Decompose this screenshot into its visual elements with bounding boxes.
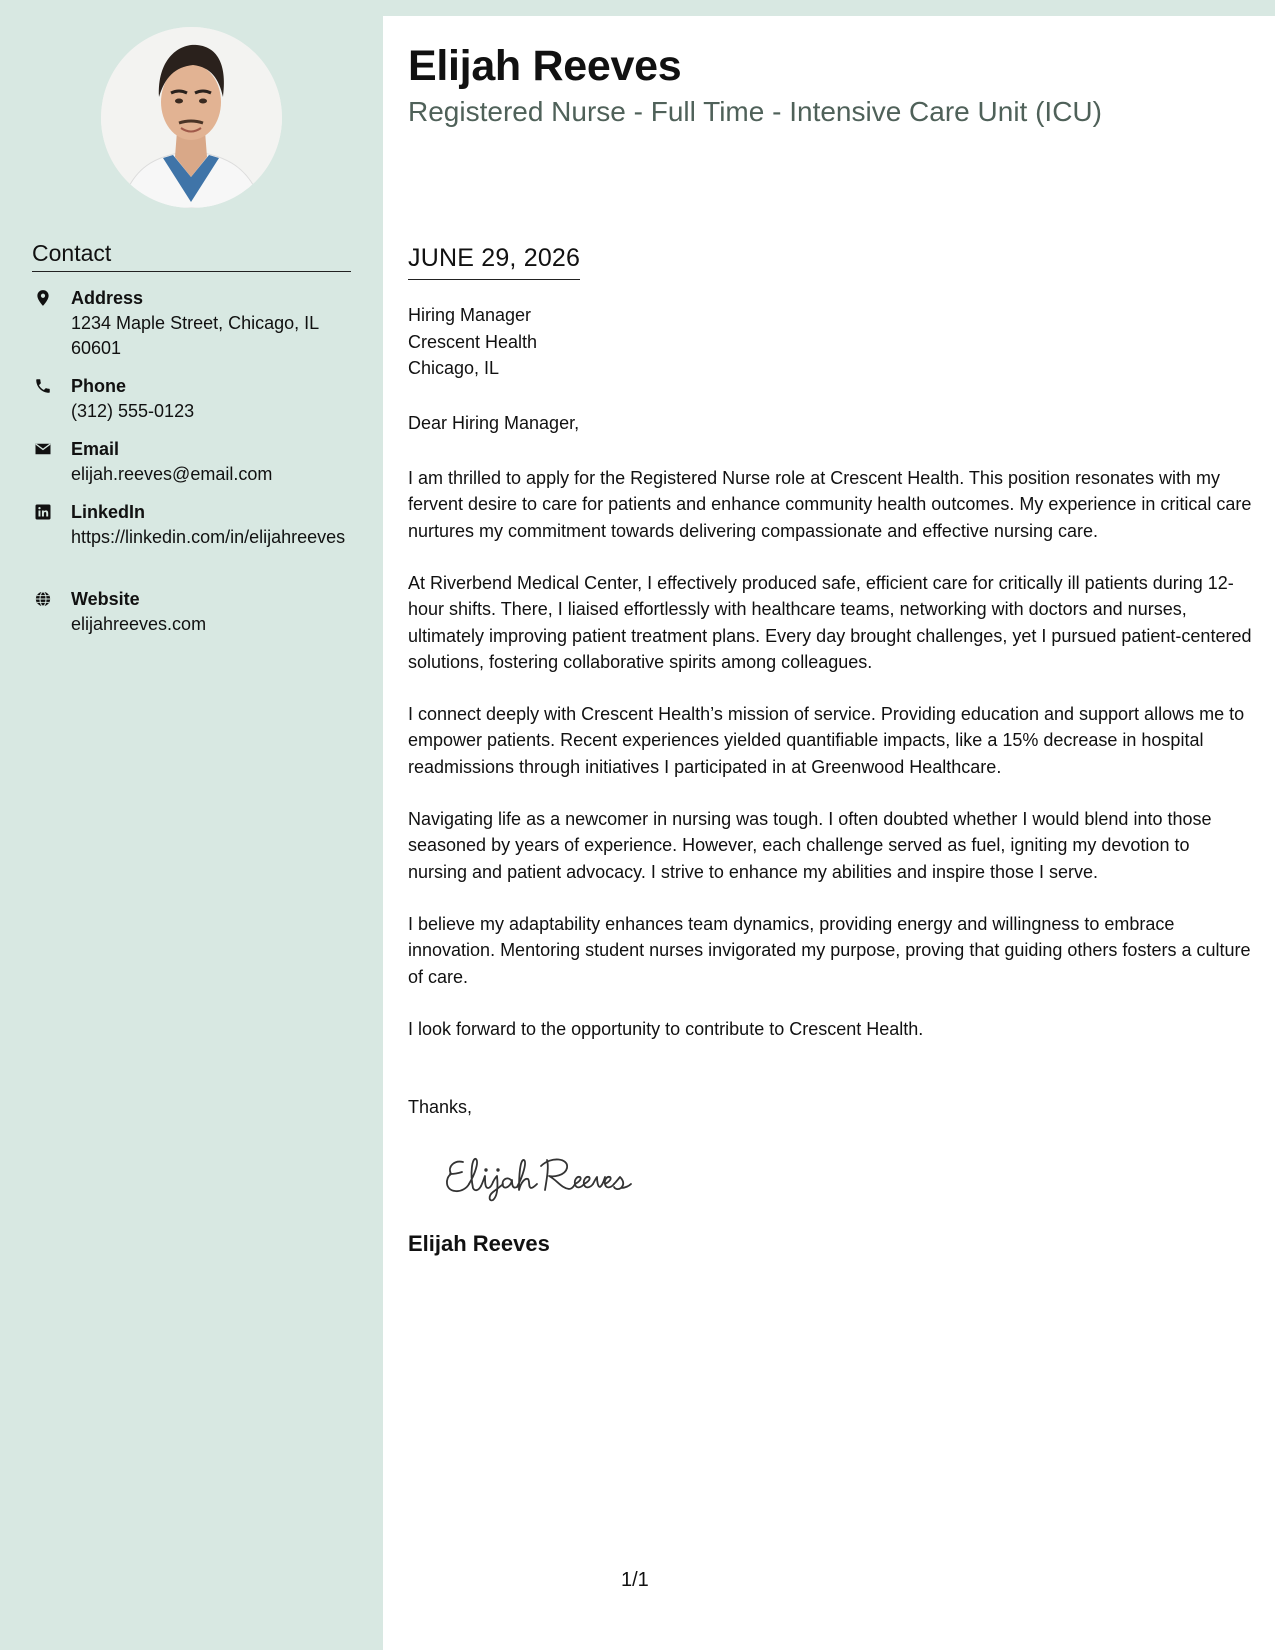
contact-value[interactable]: https://linkedin.com/in/elijahreeves: [71, 527, 346, 547]
recipient-line: Crescent Health: [408, 331, 538, 352]
letter-paragraph: Navigating life as a newcomer in nursing was tough. I often doubted whether I would blend into those seasoned by years of experience. However, each challenge served as fuel, igniting my devotion to nursing and patient advocacy. I strive to enhance my abilities and inspire those I serve.: [408, 809, 1212, 882]
contact-label: LinkedIn: [71, 502, 146, 522]
salutation: Dear Hiring Manager,: [408, 413, 580, 433]
contact-label: Website: [71, 589, 140, 609]
applicant-name: Elijah Reeves: [408, 42, 682, 90]
letter-page: [383, 16, 1275, 1650]
letter-paragraph: I connect deeply with Crescent Health’s mission of service. Providing education and support allows me to empower patients. Recent experiences yielded quantifiable impacts, like a 15% decrease in hospital readmissions through initiatives I participated in at Greenwood Healthcare.: [408, 704, 1245, 777]
letter-paragraph: I believe my adaptability enhances team dynamics, providing energy and willingness to embrace innovation. Mentoring student nurses invigorated my purpose, proving that guiding others fosters a culture of care.: [408, 914, 1251, 987]
signature: [441, 1144, 641, 1211]
phone-icon: [34, 377, 52, 395]
map-pin-icon: [34, 289, 52, 307]
letter-paragraph: At Riverbend Medical Center, I effectively produced safe, efficient care for critically ill patients during 12-hour shifts. There, I liaised effortlessly with healthcare teams, networking with doctors and nurses, ultimately improving patient treatment plans. Every day brought challenges, yet I pursued patient-centered solutions, fostering collaborative spirits among colleagues.: [408, 573, 1252, 672]
contact-value[interactable]: elijah.reeves@email.com: [71, 464, 273, 484]
letter-paragraph: I look forward to the opportunity to contribute to Crescent Health.: [408, 1019, 924, 1039]
page-number: 1/1: [621, 1569, 649, 1591]
closing: Thanks,: [408, 1097, 473, 1117]
profile-photo: [101, 27, 282, 208]
recipient-line: Chicago, IL: [408, 358, 500, 378]
signed-name: Elijah Reeves: [408, 1231, 550, 1256]
recipient-block: [408, 302, 537, 382]
letter-date: JUNE 29, 2026: [408, 244, 580, 280]
job-title: Registered Nurse - Full Time - Intensive Care Unit (ICU): [408, 96, 1102, 127]
contact-label: Address: [71, 288, 144, 308]
linkedin-icon: [34, 503, 52, 521]
contact-value[interactable]: elijahreeves.com: [71, 614, 207, 634]
contact-label: Phone: [71, 376, 127, 396]
recipient-line: Hiring Manager: [408, 305, 532, 325]
globe-icon: [34, 590, 52, 608]
contact-value: (312) 555-0123: [71, 401, 195, 421]
letter-paragraph: I am thrilled to apply for the Registered Nurse role at Crescent Health. This position resonates with my fervent desire to care for patients and enhance community health outcomes. My experience in critical care nurtures my commitment towards delivering compassionate and effective nursing care.: [408, 468, 1252, 541]
contact-label: Email: [71, 439, 120, 459]
envelope-icon: [34, 440, 52, 458]
sidebar: [0, 0, 383, 1650]
contact-value: 1234 Maple Street, Chicago, IL 60601: [71, 313, 319, 358]
contact-heading: Contact: [32, 240, 351, 272]
